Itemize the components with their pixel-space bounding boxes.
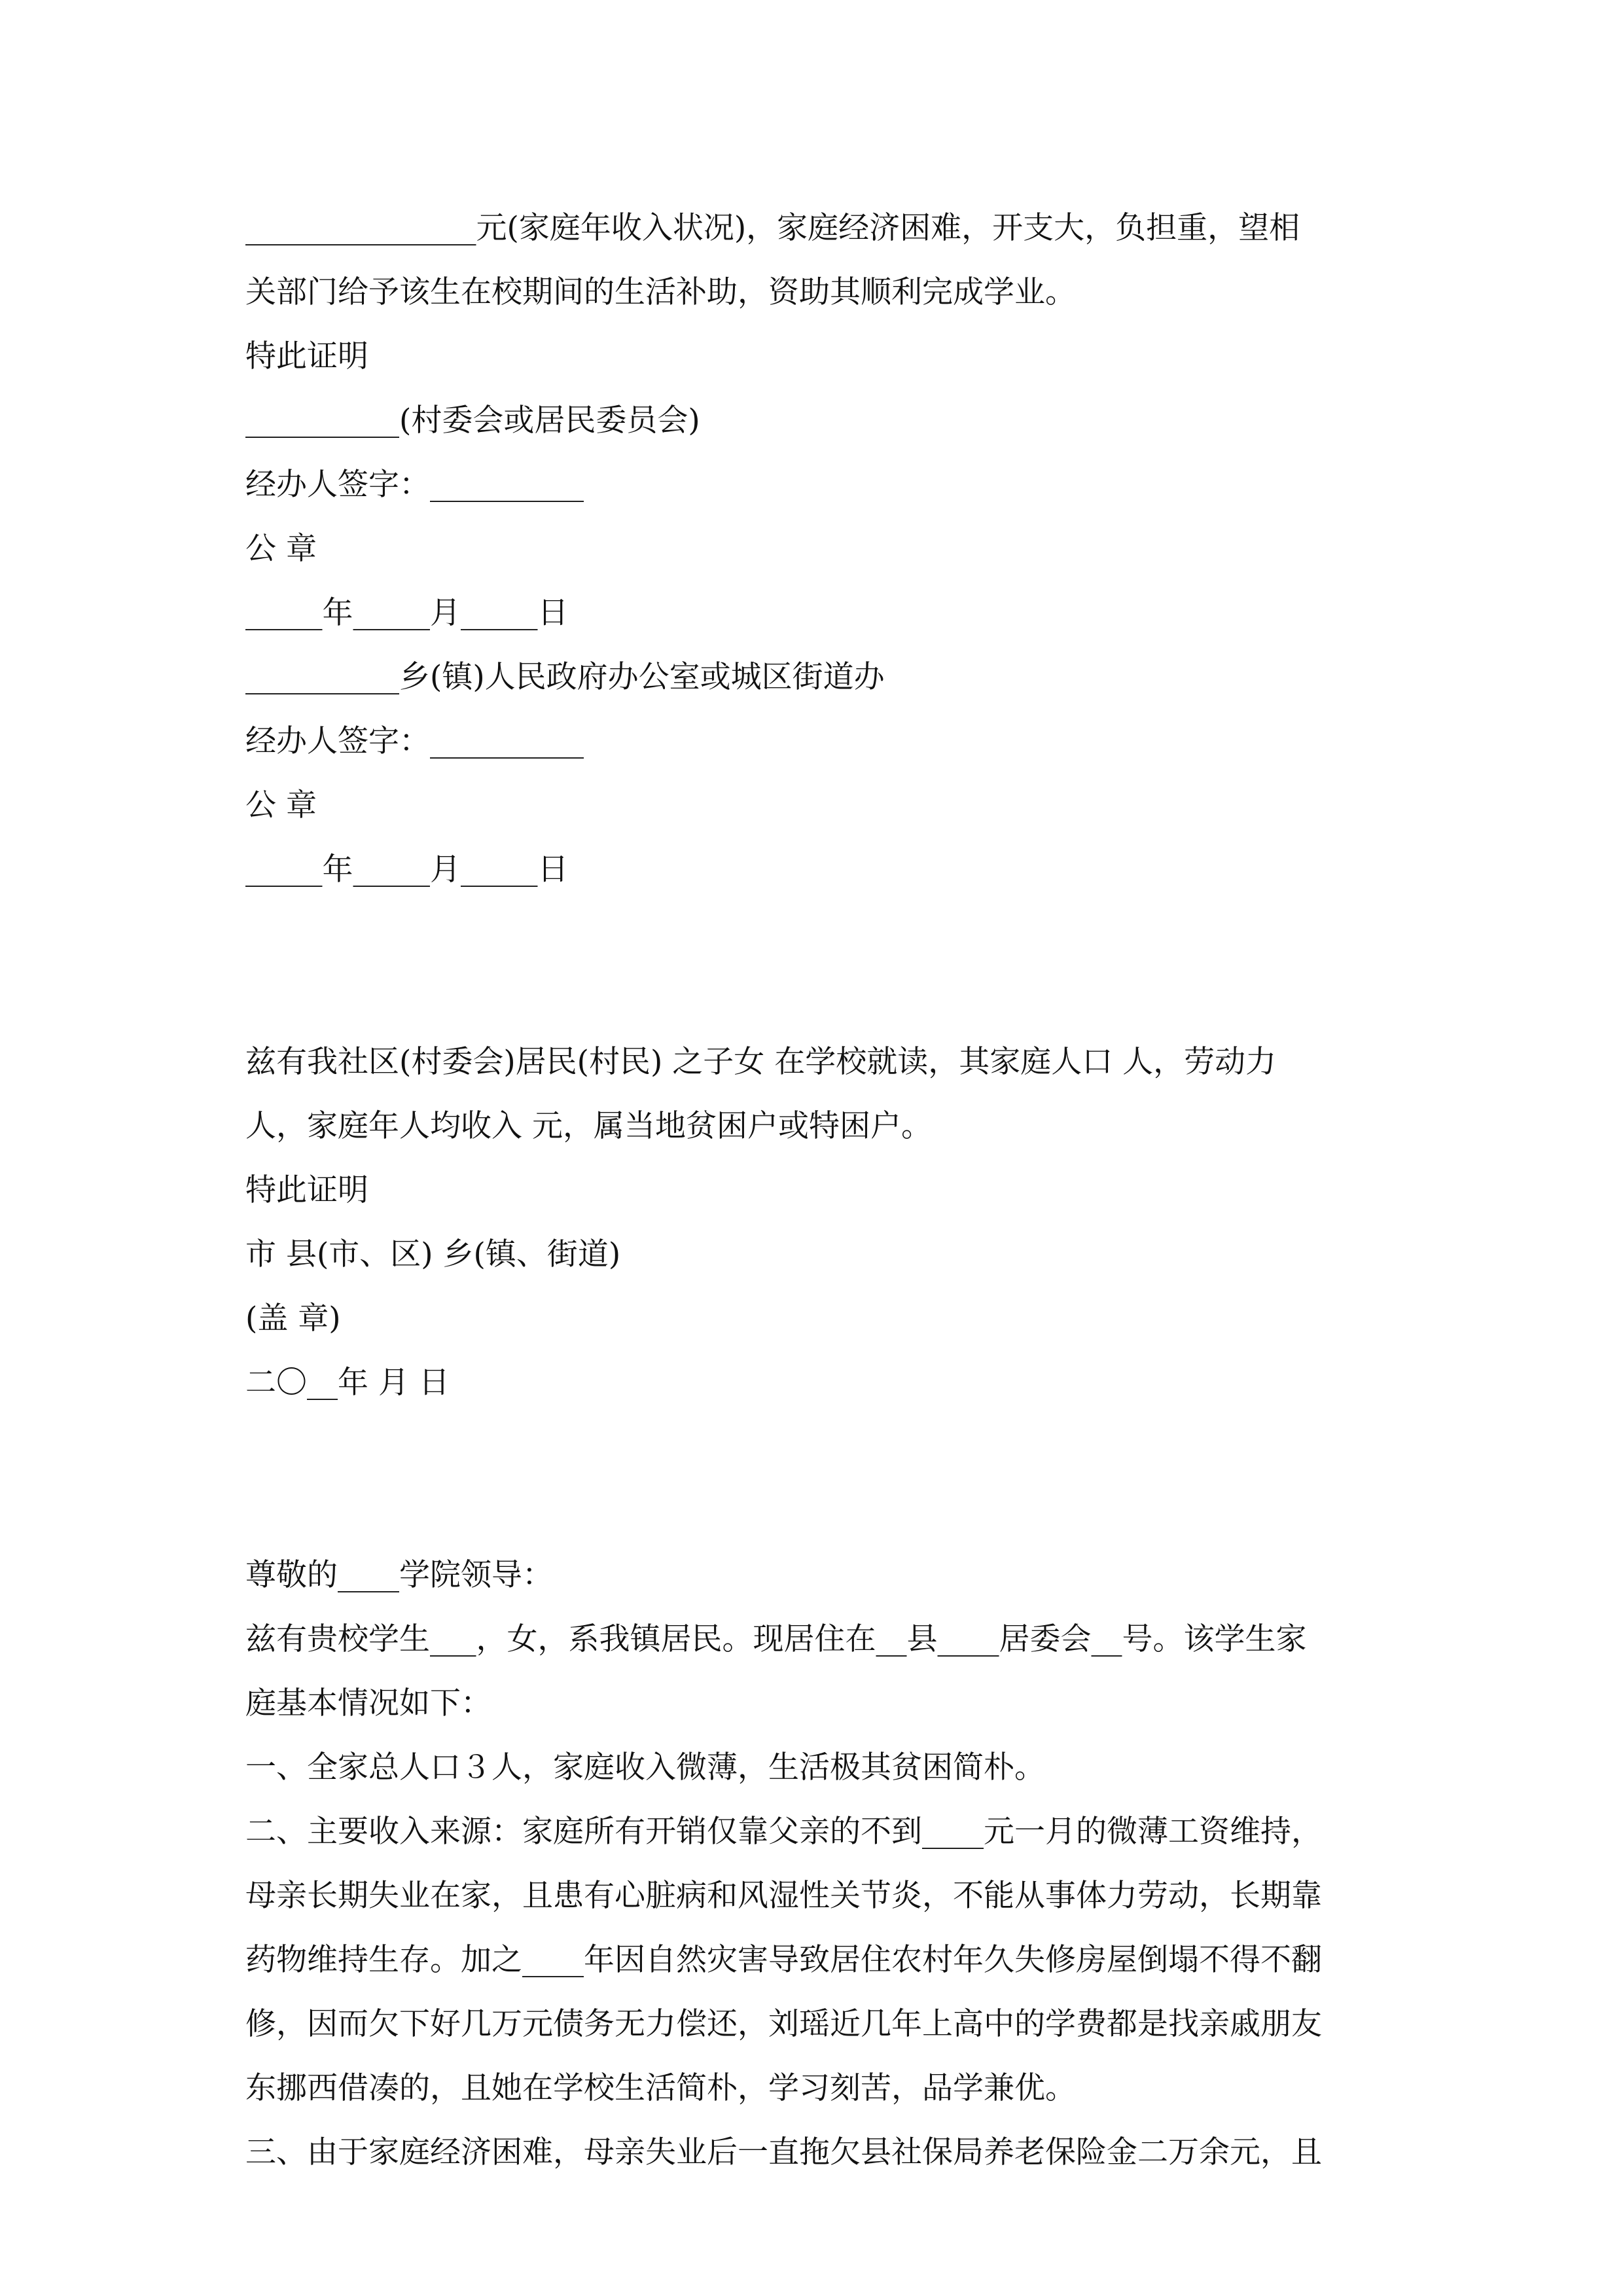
text-line: 三、由于家庭经济困难，母亲失业后一直拖欠县社保局养老保险金二万余元，且 (245, 2134, 1322, 2170)
date-line: _____年_____月_____日 (245, 852, 569, 888)
text-line: 庭基本情况如下： (245, 1685, 491, 1721)
text-line: 二、主要收入来源：家庭所有开销仅靠父亲的不到____元一月的微薄工资维持， (245, 1814, 1322, 1850)
date-line: 二〇__年 月 日 (245, 1365, 450, 1401)
signature-line: 经办人签字：__________ (245, 467, 584, 503)
text-line: __________(村委会或居民委员会) (245, 403, 700, 439)
salutation: 尊敬的____学院领导： (245, 1557, 553, 1593)
seal-label: 公 章 (245, 531, 317, 567)
section-spacer (245, 902, 1384, 1030)
text-line: 特此证明 (245, 1172, 368, 1208)
section-spacer (245, 1415, 1384, 1543)
text-line: 一、全家总人口３人，家庭收入微薄，生活极其贫困简朴。 (245, 1749, 1045, 1785)
text-line: 关部门给予该生在校期间的生活补助，资助其顺利完成学业。 (245, 274, 1076, 310)
text-line: 市 县(市、区) 乡(镇、街道) (245, 1236, 621, 1272)
text-line: 兹有我社区(村委会)居民(村民) 之子女 在学校就读，其家庭人口 人，劳动力 (245, 1044, 1277, 1080)
seal-label: 公 章 (245, 787, 317, 823)
text-line: 药物维持生存。加之____年因自然灾害导致居住农村年久失修房屋倒塌不得不翻 (245, 1942, 1322, 1978)
signature-line: 经办人签字：__________ (245, 723, 584, 759)
certificate-section-1 (245, 196, 1384, 902)
certificate-section-2 (245, 1030, 1384, 1415)
text-line: 修，因而欠下好几万元债务无力偿还，刘瑶近几年上高中的学费都是找亲戚朋友 (245, 2006, 1322, 2042)
text-line: 东挪西借凑的，且她在学校生活简朴，学习刻苦，品学兼优。 (245, 2070, 1076, 2106)
certificate-section-3 (245, 1543, 1384, 2185)
text-line: 母亲长期失业在家，且患有心脏病和风湿性关节炎，不能从事体力劳动，长期靠 (245, 1878, 1322, 1914)
document-body (245, 196, 1384, 2185)
seal-label: (盖 章) (245, 1300, 341, 1336)
text-line: 特此证明 (245, 338, 368, 374)
date-line: _____年_____月_____日 (245, 595, 569, 631)
text-line: 人，家庭年人均收入 元，属当地贫困户或特困户。 (245, 1108, 932, 1144)
text-line: _______________元(家庭年收入状况)，家庭经济困难，开支大，负担重，望相 (245, 210, 1300, 246)
text-line: __________乡(镇)人民政府办公室或城区街道办 (245, 659, 885, 695)
text-line: 兹有贵校学生___，女，系我镇居民。现居住在__县____居委会__号。该学生家 (245, 1621, 1307, 1657)
